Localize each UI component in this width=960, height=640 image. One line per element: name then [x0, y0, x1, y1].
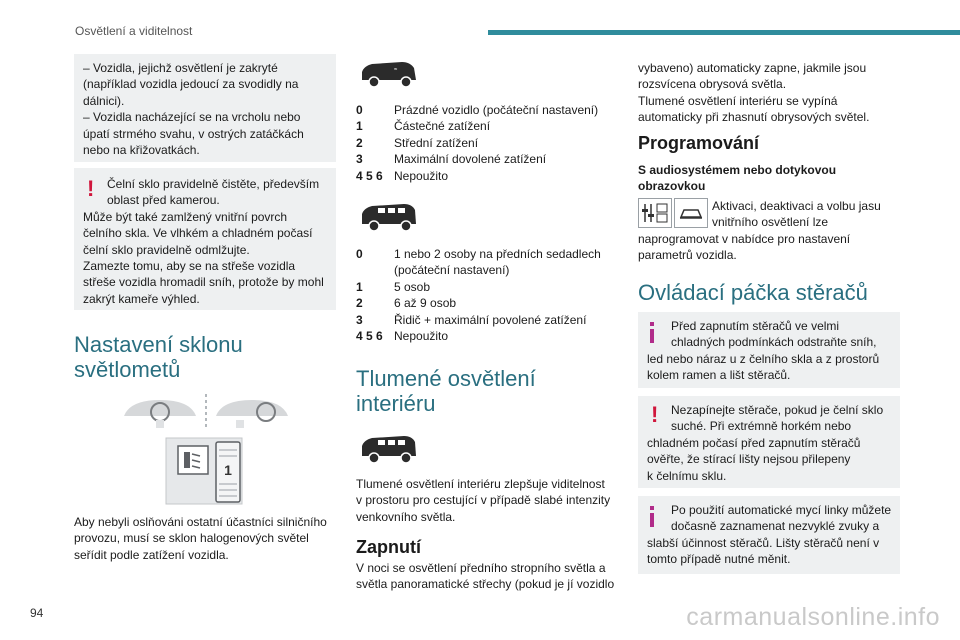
van-icon: [358, 58, 420, 88]
text-line: – Vozidla, jejichž osvětlení je zakryté: [83, 61, 278, 75]
table-row: 4 5 6 Nepoužito: [356, 329, 449, 344]
ambient-paragraph: Tlumené osvětlení interiéru zlepšuje viditelnost v prostoru pro cestující v případě slabé intenzity venkovního světla.: [356, 477, 611, 524]
dial-position-label: 1: [224, 462, 232, 478]
table-row: 1 Částečné zatížení: [356, 119, 491, 134]
text-line: – Vozidla nacházející se na vrcholu nebo: [83, 110, 301, 125]
text-line: Může být také zamlžený vnitřní povrch: [83, 209, 288, 224]
info-box: Před zapnutím stěračů ve velmi chladných podmínkách odstraňte sníh, led nebo náraz u z čelního skla a z prostorů kolem ramen a lišt stěračů.: [638, 312, 900, 388]
page-number: 94: [30, 606, 44, 620]
text-line: Čelní sklo pravidelně čistěte, především: [107, 177, 320, 191]
headlamp-paragraph: Aby nebyli oslňováni ostatní účastníci silničního provozu, musí se sklon halogenových světel seřídit podle zatížení vozidla.: [74, 515, 327, 562]
subheading-switch-on: Zapnutí: [356, 537, 421, 557]
text-line: Zamezte tomu, aby se na střeše vozidla: [83, 259, 296, 274]
warning-icon: !: [87, 176, 95, 201]
table-row: 1 5 osob: [356, 279, 431, 294]
text-line: čelní sklo pravidelně odmlžujte.: [83, 242, 250, 257]
svg-text:≈: ≈: [394, 67, 398, 73]
header-accent-bar: [488, 30, 960, 35]
text-line: střeše vozidla hromadil sníh, protože by mohl: [83, 275, 324, 290]
watermark: carmanualsonline.info: [686, 603, 940, 631]
warning-box: ! Nezapínejte stěrače, pokud je čelní sklo suché. Při extrémně horkém nebo chladném počasí před zapnutím stěračů ověřte, že stírací lišty nejsou přilepeny k čelnímu sklu.: [638, 396, 900, 488]
info-box: Po použití automatické mycí linky můžete dočasně zaznamenat nezvyklé zvuky a slabší účinnost stěračů. Lišty stěračů není v tomto případě nutné měnit.: [638, 496, 900, 574]
table-row: 2 Střední zatížení: [356, 135, 479, 150]
load-table-cargo: [356, 102, 616, 184]
table-row: 3 Řidič + maximální povolené zatížení: [356, 312, 587, 327]
section-header: Osvětlení a viditelnost: [75, 24, 193, 38]
dashboard-right-image: [216, 400, 288, 428]
text-line: nebo na křižovatkách.: [83, 143, 200, 158]
warning-icon: !: [651, 402, 659, 427]
text-line: zakrýt kameře výhled.: [83, 291, 200, 306]
load-table-passenger: [356, 246, 616, 344]
text-line: oblast před kamerou.: [107, 193, 220, 208]
dashboard-left-image: [124, 400, 196, 428]
text-line: (například vozidla jedoucí za svodidly na: [83, 77, 299, 92]
table-row: 4 5 6 Nepoužito: [356, 168, 449, 183]
heading-programming: Programování: [638, 133, 760, 153]
text-line: čelního skla. Ve vlhkém a chladném počasí: [83, 226, 313, 241]
warning-box: [74, 168, 336, 310]
text-line: dálnici).: [83, 93, 125, 108]
note-box: [74, 54, 336, 162]
table-row: 2 6 až 9 osob: [356, 296, 457, 311]
continued-paragraph: vybaveno) automaticky zapne, jakmile jsou rozsvícena obrysová světla. Tlumené osvětlení interiéru se vypíná automaticky při zhasnutí obrysových světel.: [638, 61, 870, 125]
headlamp-illustration: [120, 388, 296, 508]
heading-headlamp-levelling: Nastavení sklonu světlometů: [74, 332, 243, 382]
switch-on-paragraph: V noci se osvětlení předního stropního světla a světla panoramatické střechy (pokud je jí vozidlo: [356, 561, 615, 592]
text-line: úpatí strmého svahu, v ostrých zatáčkách: [83, 126, 304, 141]
heading-ambient-lighting: Tlumené osvětlení interiéru: [356, 366, 536, 416]
minibus-icon: [358, 200, 420, 232]
table-row: 3 Maximální dovolené zatížení: [356, 152, 547, 167]
table-row: 0 Prázdné vozidlo (počáteční nastavení): [356, 103, 599, 117]
minibus-icon: [358, 432, 420, 464]
heading-wiper-stalk: Ovládací páčka stěračů: [638, 280, 868, 305]
subheading-audio-touchscreen: S audiosystémem nebo dotykovou obrazovkou: [638, 163, 837, 194]
table-row: 0 1 nebo 2 osoby na předních sedadlech (počáteční nastavení): [356, 247, 601, 278]
programming-paragraph: Aktivaci, deaktivaci a volbu jasu vnitřního osvětlení lze naprogramovat v nabídce pro nastavení parametrů vozidla.: [638, 199, 881, 263]
